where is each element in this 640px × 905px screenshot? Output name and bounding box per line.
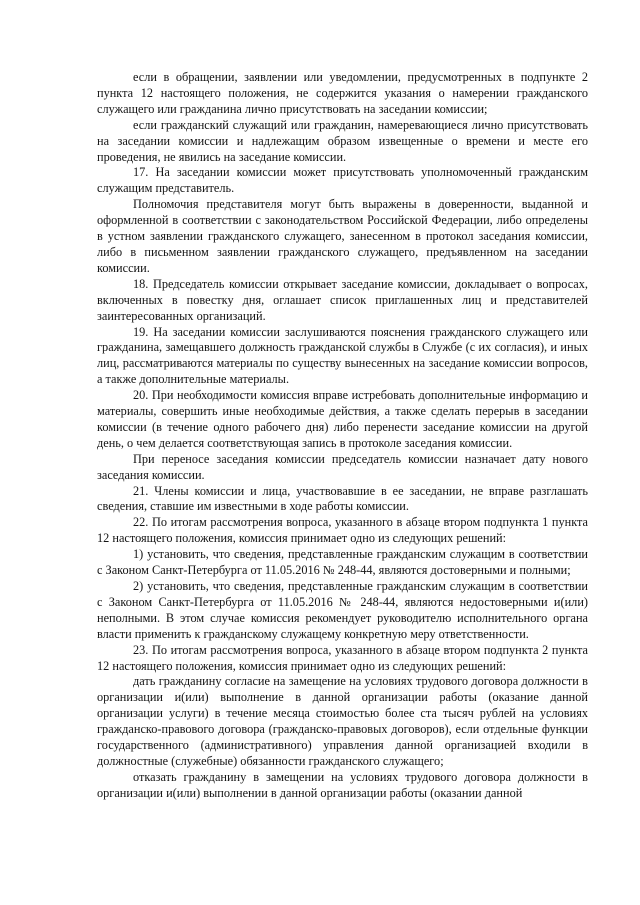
paragraph-20-postponement: При переносе заседания комиссии председатель комиссии назначает дату нового заседания комиссии. [97,451,588,482]
paragraph-17: 17. На заседании комиссии может присутствовать уполномоченный гражданским служащим представитель. [97,165,588,196]
paragraph-19: 19. На заседании комиссии заслушиваются пояснения гражданского служащего или гражданина, замещавшего должность гражданской службы в Службе (с их согласия), и иных лиц, рассматриваются материалы по существу вынесенных на заседание комиссии вопросов, а также дополнительные материалы. [97,324,588,387]
paragraph-18: 18. Председатель комиссии открывает заседание комиссии, докладывает о вопросах, включенных в повестку дня, оглашает список приглашенных лиц и представителей заинтересованных организаций. [97,276,588,323]
paragraph-23-decision-consent: дать гражданину согласие на замещение на условиях трудового договора должности в организации и(или) выполнение в данной организации работы (оказание данной организации услуги) в течение месяца стоимостью более ста тысяч рублей на условиях гражданско-правового договора (гражданско-правовых договоров), если отдельные функции государственного (административного) управления данной организацией входили в должностные (служебные) обязанности гражданского служащего; [97,674,588,768]
document-page [97,70,588,802]
paragraph-22-decision-2: 2) установить, что сведения, представленные гражданским служащим в соответствии с Законом Санкт-Петербурга от 11.05.2016 № 248-44, являются недостоверными и(или) неполными. В этом случае комиссия рекомендует руководителю исполнительного органа власти применить к гражданскому служащему конкретную меру ответственности. [97,579,588,641]
paragraph-17-authority: Полномочия представителя могут быть выражены в доверенности, выданной и оформленной в соответствии с законодательством Российской Федерации, либо определены в устном заявлении гражданского служащего, занесенном в протокол заседания комиссии, либо в письменном заявлении гражданского служащего, предъявленном на заседании комиссии. [97,197,588,275]
paragraph-21: 21. Члены комиссии и лица, участвовавшие в ее заседании, не вправе разглашать сведения, ставшие им известными в ходе работы комиссии. [97,483,588,514]
paragraph-20: 20. При необходимости комиссия вправе истребовать дополнительные информацию и материалы, совершить иные необходимые действия, а также сделать перерыв в заседании комиссии (в течение одного рабочего дня) либо перенести заседание комиссии на другой день, о чем делается соответствующая запись в протоколе заседания комиссии. [97,388,588,450]
paragraph-22: 22. По итогам рассмотрения вопроса, указанного в абзаце втором подпункта 1 пункта 12 настоящего положения, комиссия принимает одно из следующих решений: [97,515,588,546]
paragraph-23-decision-refusal: отказать гражданину в замещении на условиях трудового договора должности в организации и(или) выполнении в данной организации работы (оказании данной [97,769,588,800]
paragraph-16-condition-2: если гражданский служащий или гражданин, намеревающиеся лично присутствовать на заседании комиссии и надлежащим образом извещенные о времени и месте его проведения, не явились на заседание комиссии. [97,117,588,164]
paragraph-23: 23. По итогам рассмотрения вопроса, указанного в абзаце втором подпункта 2 пункта 12 настоящего положения, комиссия принимает одно из следующих решений: [97,642,588,673]
paragraph-16-condition-1: если в обращении, заявлении или уведомлении, предусмотренных в подпункте 2 пункта 12 настоящего положения, не содержится указания о намерении гражданского служащего или гражданина лично присутствовать на заседании комиссии; [97,70,588,116]
paragraph-22-decision-1: 1) установить, что сведения, представленные гражданским служащим в соответствии с Законом Санкт-Петербурга от 11.05.2016 № 248-44, являются достоверными и полными; [97,547,588,578]
